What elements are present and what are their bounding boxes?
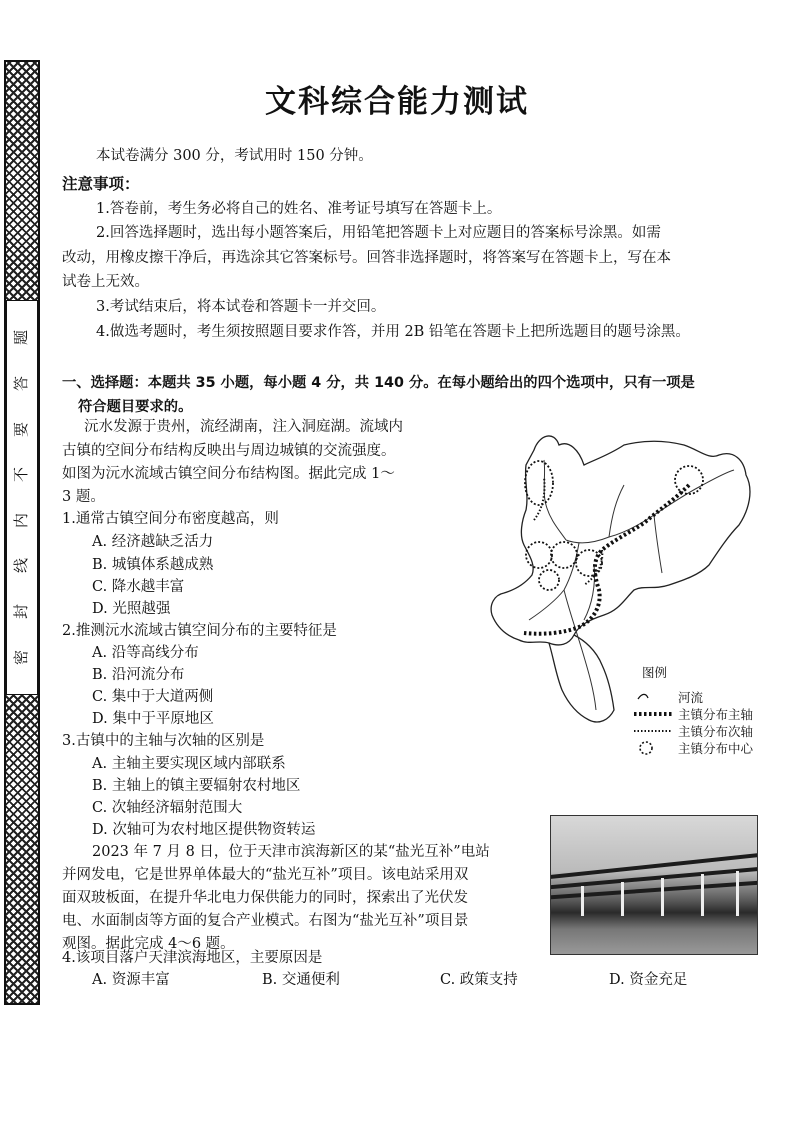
question-option: D. 光照越强 [92,601,171,617]
notice-item: 3.考试结束后，将本试卷和答题卡一并交回。 [96,299,386,315]
question-option: A. 沿等高线分布 [92,645,199,661]
legend-title: 图例 [642,665,668,680]
notice-item: 试卷上无效。 [62,274,149,290]
question-option: B. 城镇体系越成熟 [92,557,214,573]
legend-item-river [634,688,703,706]
passage-line: 并网发电，它是世界单体最大的“盐光互补”项目。该电站采用双 [62,867,469,883]
center-symbol-icon [634,741,674,755]
section-heading: 一、选择题：本题共 35 小题，每小题 4 分，共 140 分。在每小题给出的四个选项中，只有一项是 [62,375,695,391]
passage-line: 3 题。 [62,489,105,505]
passage-line: 面双玻板面，在提升华北电力保供能力的同时，探索出了光伏发 [62,890,468,906]
legend-item-secondary-axis [634,722,753,740]
question-stem: 4.该项目落户天津滨海地区，主要原因是 [62,950,323,966]
legend-item-main-axis [634,705,753,723]
seal-char: 内 [12,512,31,528]
main-axis-path [524,485,689,634]
river-basin-map [484,415,768,755]
seal-char: 答 [12,375,31,391]
seal-char: 题 [12,330,31,346]
question-option: B. 交通便利 [262,972,340,988]
legend-label: 主镇分布主轴 [678,707,754,722]
question-stem: 2.推测沅水流域古镇空间分布的主要特征是 [62,623,337,639]
passage-line: 沅水发源于贵州，流经湖南，注入洞庭湖。流域内 [84,419,403,435]
passage-line: 电、水面制卤等方面的复合产业模式。右图为“盐光互补”项目景 [62,913,469,929]
section-heading-cont: 符合题目要求的。 [78,399,193,415]
notice-heading: 注意事项： [62,175,140,193]
question-option: B. 主轴上的镇主要辐射农村地区 [92,778,301,794]
seal-char: 封 [12,604,31,620]
notice-item: 改动，用橡皮擦干净后，再选涂其它答案标号。回答非选择题时，将答案写在答题卡上，写在本 [62,250,671,266]
question-option: A. 资源丰富 [92,972,170,988]
legend-label: 河流 [678,690,704,705]
secondary-axis-symbol-icon [634,724,674,738]
page-title: 文科综合能力测试 [265,84,529,120]
question-option: C. 降水越丰富 [92,579,185,595]
seal-char: 要 [12,421,31,437]
legend-item-center [634,739,753,757]
passage-line: 如图为沅水流域古镇空间分布结构图。据此完成 1～ [62,466,395,482]
question-option: B. 沿河流分布 [92,667,185,683]
solar-salt-project-photo [550,815,758,955]
notice-item: 1.答卷前，考生务必将自己的姓名、准考证号填写在答题卡上。 [96,201,502,217]
passage-line: 2023 年 7 月 8 日，位于天津市滨海新区的某“盐光互补”电站 [92,844,490,860]
seal-char: 线 [12,558,31,574]
legend-label: 主镇分布次轴 [678,724,754,739]
question-option: C. 政策支持 [440,972,518,988]
secondary-axis-path [534,477,545,520]
seal-char: 不 [12,467,31,483]
river-symbol-icon [634,690,674,704]
question-option: A. 经济越缺乏活力 [92,534,214,550]
binding-seal-text [6,300,38,695]
question-stem: 3.古镇中的主轴与次轴的区别是 [62,733,265,749]
notice-item: 2.回答选择题时，选出每小题答案后，用铅笔把答题卡上对应题目的答案标号涂黑。如需 [96,225,661,241]
question-option: D. 次轴可为农村地区提供物资转运 [92,822,316,838]
passage-line: 观图。据此完成 4～6 题。 [62,936,235,952]
distribution-centers [525,461,703,590]
question-stem: 1.通常古镇空间分布密度越高，则 [62,511,279,527]
notice-item: 4.做选考题时，考生须按照题目要求作答，并用 2B 铅笔在答题卡上把所选题目的题号涂黑。 [96,324,690,340]
question-option: D. 资金充足 [609,972,688,988]
river-network [529,460,734,710]
passage-line: 古镇的空间分布结构反映出与周边城镇的交流强度。 [62,443,396,459]
question-option: A. 主轴主要实现区域内部联系 [92,756,286,772]
exam-intro: 本试卷满分 300 分，考试用时 150 分钟。 [96,148,373,164]
seal-char: 密 [12,649,31,665]
legend-label: 主镇分布中心 [678,741,754,756]
question-option: C. 集中于大道两侧 [92,689,214,705]
question-option: D. 集中于平原地区 [92,711,214,727]
main-axis-symbol-icon [634,707,674,721]
question-option: C. 次轴经济辐射范围大 [92,800,243,816]
